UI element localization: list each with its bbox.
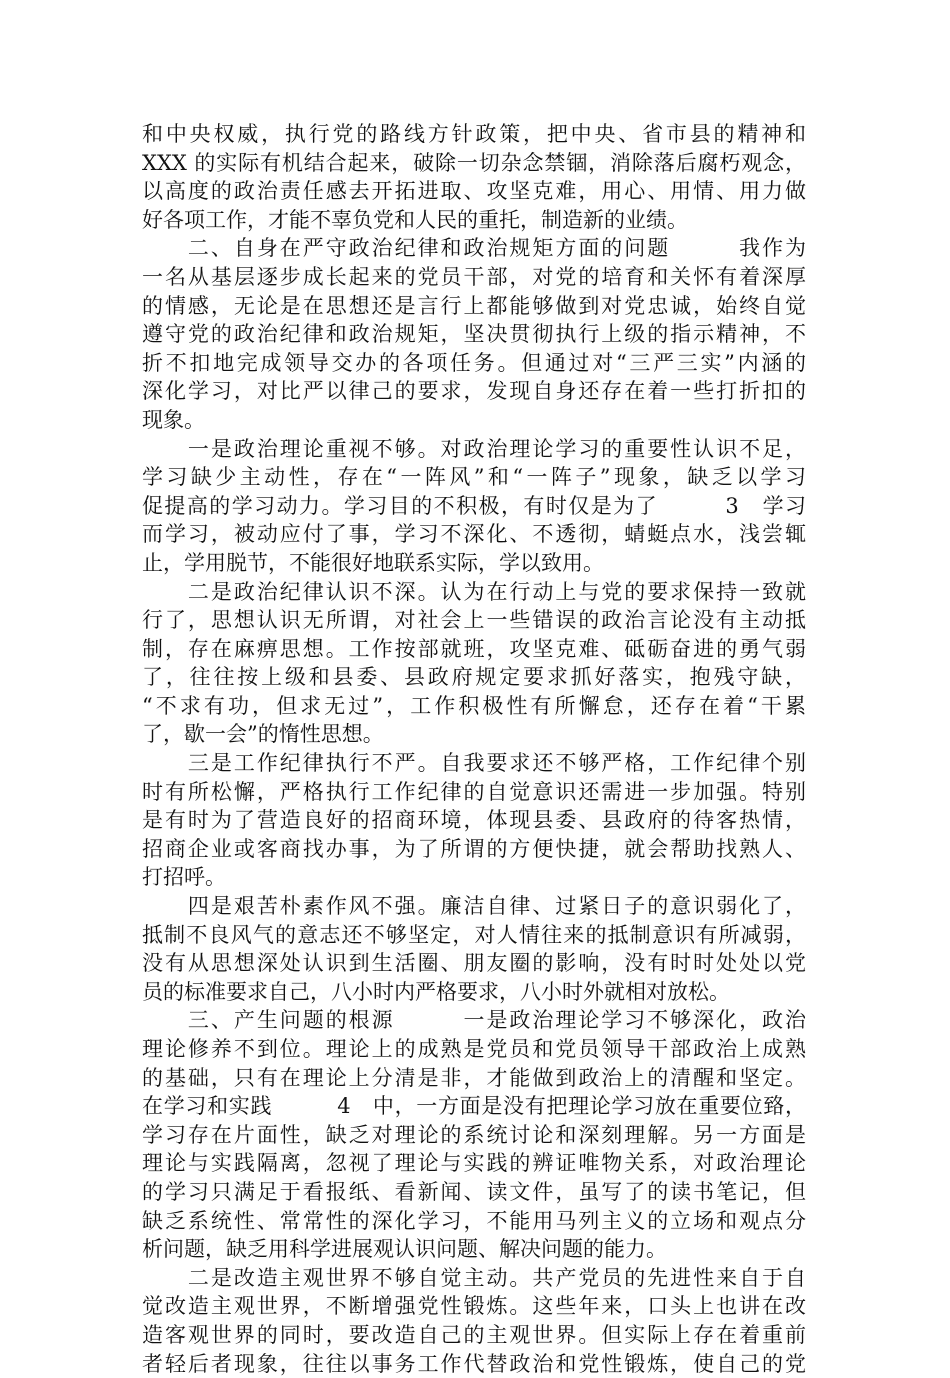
text-line: 好各项工作，才能不辜负党和人民的重托，制造新的业绩。 [142, 207, 688, 232]
text-line: 三是工作纪律执行不严。自我要求还不够严格，工作纪律个别 [142, 751, 806, 776]
text-line: 抵制不良风气的意志还不够坚定，对人情往来的抵制意识有所减弱， [142, 922, 806, 947]
text-line: 二、自身在严守政治纪律和政治规矩方面的问题 我作为 [142, 236, 806, 261]
text-line: 在学习和实践 4 中，一方面是没有把理论学习放在重要位臵， [142, 1094, 806, 1119]
text-line: 行了，思想认识无所谓，对社会上一些错误的政治言论没有主动抵 [142, 608, 806, 633]
text-line: 是有时为了营造良好的招商环境，体现县委、县政府的待客热情， [142, 808, 806, 833]
paragraph [142, 892, 806, 1006]
text-line: 促提高的学习动力。学习目的不积极，有时仅是为了 3 学习 [142, 493, 806, 518]
document-page [142, 120, 806, 1378]
text-line: 二是改造主观世界不够自觉主动。共产党员的先进性来自于自 [142, 1265, 806, 1290]
text-line: “不求有功，但求无过”，工作积极性有所懈怠，还存在着“干累 [142, 693, 806, 718]
text-line: 造客观世界的同时，要改造自己的主观世界。但实际上存在着重前 [142, 1322, 806, 1347]
text-line: 理论与实践隔离，忽视了理论与实践的辨证唯物关系，对政治理论 [142, 1151, 806, 1176]
text-line: 的学习只满足于看报纸、看新闻、读文件，虽写了的读书笔记，但 [142, 1179, 806, 1204]
paragraph [142, 1264, 806, 1378]
text-line: 遵守党的政治纪律和政治规矩，坚决贯彻执行上级的指示精神，不 [142, 322, 806, 347]
text-line: 而学习，被动应付了事，学习不深化、不透彻，蜻蜓点水，浅尝辄 [142, 522, 806, 547]
text-line: 制，存在麻痹思想。工作按部就班，攻坚克难、砥砺奋进的勇气弱 [142, 636, 806, 661]
text-line: 学习缺少主动性，存在“一阵风”和“一阵子”现象，缺乏以学习 [142, 465, 806, 490]
paragraph [142, 435, 806, 578]
text-line: 打招呼。 [142, 865, 226, 890]
paragraph [142, 234, 806, 434]
text-line: 学习存在片面性，缺乏对理论的系统讨论和深刻理解。另一方面是 [142, 1122, 806, 1147]
text-line: 现象。 [142, 407, 205, 432]
text-line: 深化学习，对比严以律己的要求，发现自身还存在着一些打折扣的 [142, 379, 806, 404]
text-line: 一名从基层逐步成长起来的党员干部，对党的培育和关怀有着深厚 [142, 264, 806, 289]
text-line: 缺乏系统性、常常性的深化学习，不能用马列主义的立场和观点分 [142, 1208, 806, 1233]
text-line: 了，歇一会”的惰性思想。 [142, 722, 384, 747]
text-line: 析问题，缺乏用科学进展观认识问题、解决问题的能力。 [142, 1237, 667, 1262]
text-line: 时有所松懈，严格执行工作纪律的自觉意识还需进一步加强。特别 [142, 779, 806, 804]
paragraph [142, 749, 806, 892]
text-line: 一是政治理论重视不够。对政治理论学习的重要性认识不足， [142, 436, 806, 461]
text-line: 的情感，无论是在思想还是言行上都能够做到对党忠诚，始终自觉 [142, 293, 806, 318]
text-line: 和中央权威，执行党的路线方针政策，把中央、省市县的精神和 [142, 122, 806, 146]
text-line: 招商企业或客商找办事，为了所谓的方便快捷，就会帮助找熟人、 [142, 836, 806, 861]
text-line: 的基础，只有在理论上分清是非，才能做到政治上的清醒和坚定。 [142, 1065, 806, 1090]
text-line: 者轻后者现象，往往以事务工作代替政治和党性锻炼，使自己的党 [142, 1351, 806, 1376]
text-line: XXX 的实际有机结合起来，破除一切杂念禁锢，消除落后腐朽观念， [142, 150, 806, 175]
paragraph [142, 578, 806, 750]
text-line: 了，往往按上级和县委、县政府规定要求抓好落实，抱残守缺， [142, 665, 806, 690]
text-line: 没有从思想深处认识到生活圈、朋友圈的影响，没有时时处处以党 [142, 951, 806, 976]
text-line: 员的标准要求自己，八小时内严格要求，八小时外就相对放松。 [142, 979, 730, 1004]
text-line: 以高度的政治责任感去开拓进取、攻坚克难，用心、用情、用力做 [142, 179, 806, 204]
text-line: 理论修养不到位。理论上的成熟是党员和党员领导干部政治上成熟 [142, 1037, 806, 1061]
paragraph [142, 120, 806, 234]
text-line: 折不扣地完成领导交办的各项任务。但通过对“三严三实”内涵的 [142, 350, 806, 375]
paragraph [142, 1006, 806, 1263]
text-line: 四是艰苦朴素作风不强。廉洁自律、过紧日子的意识弱化了， [142, 894, 806, 919]
text-line: 止，学用脱节，不能很好地联系实际，学以致用。 [142, 550, 604, 575]
text-line: 觉改造主观世界，不断增强党性锻炼。这些年来，口头上也讲在改 [142, 1294, 806, 1319]
text-line: 二是政治纪律认识不深。认为在行动上与党的要求保持一致就 [142, 579, 806, 604]
text-line: 三、产生问题的根源 一是政治理论学习不够深化，政治 [142, 1008, 806, 1033]
